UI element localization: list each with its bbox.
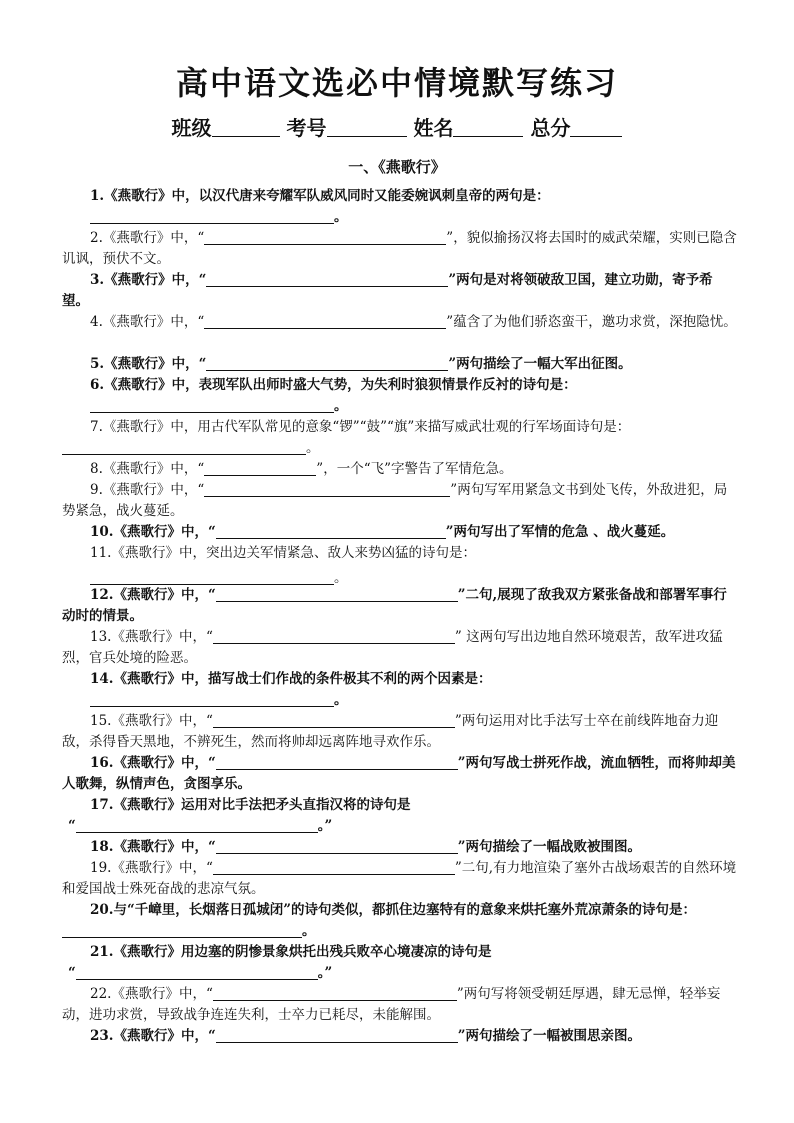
question-13: 13.《燕歌行》中，“ ” 这两句写出边地自然环境艰苦，敌军进攻猛烈，官兵处境的险恶。 xyxy=(62,629,723,666)
question-9: 9.《燕歌行》中，“ ”两句写军用紧急文书到处飞传，外敌进犯，局势紧急，战火蔓延。 xyxy=(62,482,728,519)
answer-blank[interactable] xyxy=(213,628,455,644)
question-5: 5.《燕歌行》中，“ ”两句描绘了一幅大军出征图。 xyxy=(90,356,632,372)
answer-blank[interactable] xyxy=(204,460,316,476)
answer-blank[interactable] xyxy=(62,439,306,455)
question-14: 14.《燕歌行》中，描写战士们作战的条件极其不利的两个因素是： 。 xyxy=(90,671,492,708)
question-2: 2.《燕歌行》中，“ ”，貌似揄扬汉将去国时的威武荣耀，实则已隐含讥讽，预伏不文。 xyxy=(62,230,737,267)
score-label: 总分 xyxy=(530,116,571,140)
answer-blank[interactable] xyxy=(216,1027,458,1043)
answer-blank[interactable] xyxy=(62,922,302,938)
class-blank[interactable] xyxy=(212,116,280,137)
question-17: 17.《燕歌行》运用对比手法把矛头直指汉将的诗句是 “ 。” xyxy=(68,797,411,834)
question-10: 10.《燕歌行》中，“ ”两句写出了军情的危急 、战火蔓延。 xyxy=(90,524,675,540)
answer-blank[interactable] xyxy=(206,355,448,371)
student-info-row xyxy=(0,112,794,141)
question-18: 18.《燕歌行》中，“ ”两句描绘了一幅战败被围图。 xyxy=(90,839,642,855)
question-12: 12.《燕歌行》中，“ ”二句,展现了敌我双方紧张备战和部署军事行动时的情景。 xyxy=(62,587,727,624)
answer-blank[interactable] xyxy=(204,481,450,497)
question-20: 20.与“千嶂里，长烟落日孤城闭”的诗句类似，都抓住边塞特有的意象来烘托塞外荒凉萧条的诗句是：。 xyxy=(62,900,738,942)
question-16: 16.《燕歌行》中，“ ”两句写战士拼死作战，流血牺牲，而将帅却美人歌舞，纵情声色，贪图享乐。 xyxy=(62,755,736,792)
question-7: 7.《燕歌行》中，用古代军队常见的意象“锣”“鼓”“旗”来描写威武壮观的行军场面诗句是：。 xyxy=(62,417,738,459)
name-label: 姓名 xyxy=(413,116,454,140)
answer-blank[interactable] xyxy=(90,569,334,585)
question-22: 22.《燕歌行》中，“ ”两句写将领受朝廷厚遇，肆无忌惮，轻举妄动，进功求赏，导致战争连连失利，士卒力已耗尽，未能解围。 xyxy=(62,986,721,1023)
number-label: 考号 xyxy=(286,116,327,140)
question-6: 6.《燕歌行》中，表现军队出师时盛大气势，为失利时狼狈情景作反衬的诗句是： 。 xyxy=(90,377,577,414)
question-11: 11.《燕歌行》中，突出边关军情紧急、敌人来势凶猛的诗句是： 。 xyxy=(90,545,476,586)
name-blank[interactable] xyxy=(453,116,523,137)
answer-blank[interactable] xyxy=(206,271,448,287)
answer-blank[interactable] xyxy=(204,229,446,245)
answer-blank[interactable] xyxy=(216,523,446,539)
question-21: 21.《燕歌行》用边塞的阴惨景象烘托出残兵败卒心境凄凉的诗句是 “ 。” xyxy=(68,944,492,981)
score-blank[interactable] xyxy=(570,116,622,137)
class-label: 班级 xyxy=(171,116,212,140)
question-15: 15.《燕歌行》中，“ ”两句运用对比手法写士卒在前线阵地奋力迎敌，杀得昏天黑地，不辨死生，然而将帅却远离阵地寻欢作乐。 xyxy=(62,713,719,750)
answer-blank[interactable] xyxy=(90,397,334,413)
answer-blank[interactable] xyxy=(76,964,318,980)
answer-blank[interactable] xyxy=(204,313,446,329)
answer-blank[interactable] xyxy=(216,586,458,602)
question-4: 4.《燕歌行》中，“ ”蕴含了为他们骄恣蛮干，邀功求赏，深抱隐忧。 xyxy=(90,314,737,330)
question-19: 19.《燕歌行》中，“ ”二句,有力地渲染了塞外古战场艰苦的自然环境和爱国战士殊死奋战的悲凉气氛。 xyxy=(62,860,737,897)
answer-blank[interactable] xyxy=(213,985,457,1001)
answer-blank[interactable] xyxy=(216,754,458,770)
question-8: 8.《燕歌行》中，“ ”，一个“飞”字警告了军情危急。 xyxy=(90,461,513,477)
answer-blank[interactable] xyxy=(213,712,455,728)
question-23: 23.《燕歌行》中，“ ”两句描绘了一幅被围思亲图。 xyxy=(90,1028,642,1044)
answer-blank[interactable] xyxy=(213,859,455,875)
answer-blank[interactable] xyxy=(90,691,334,707)
section-heading: 一、《燕歌行》 xyxy=(348,158,446,176)
answer-blank[interactable] xyxy=(76,817,318,833)
question-3: 3.《燕歌行》中，“ ”两句是对将领破敌卫国，建立功勋，寄予希望。 xyxy=(62,272,713,309)
question-1: 1.《燕歌行》中，以汉代唐来夸耀军队威风同时又能委婉讽刺皇帝的两句是： 。 xyxy=(90,188,550,225)
page-title: 高中语文选必中情境默写练习 xyxy=(175,64,618,102)
answer-blank[interactable] xyxy=(90,208,334,224)
answer-blank[interactable] xyxy=(216,838,458,854)
number-blank[interactable] xyxy=(327,116,407,137)
